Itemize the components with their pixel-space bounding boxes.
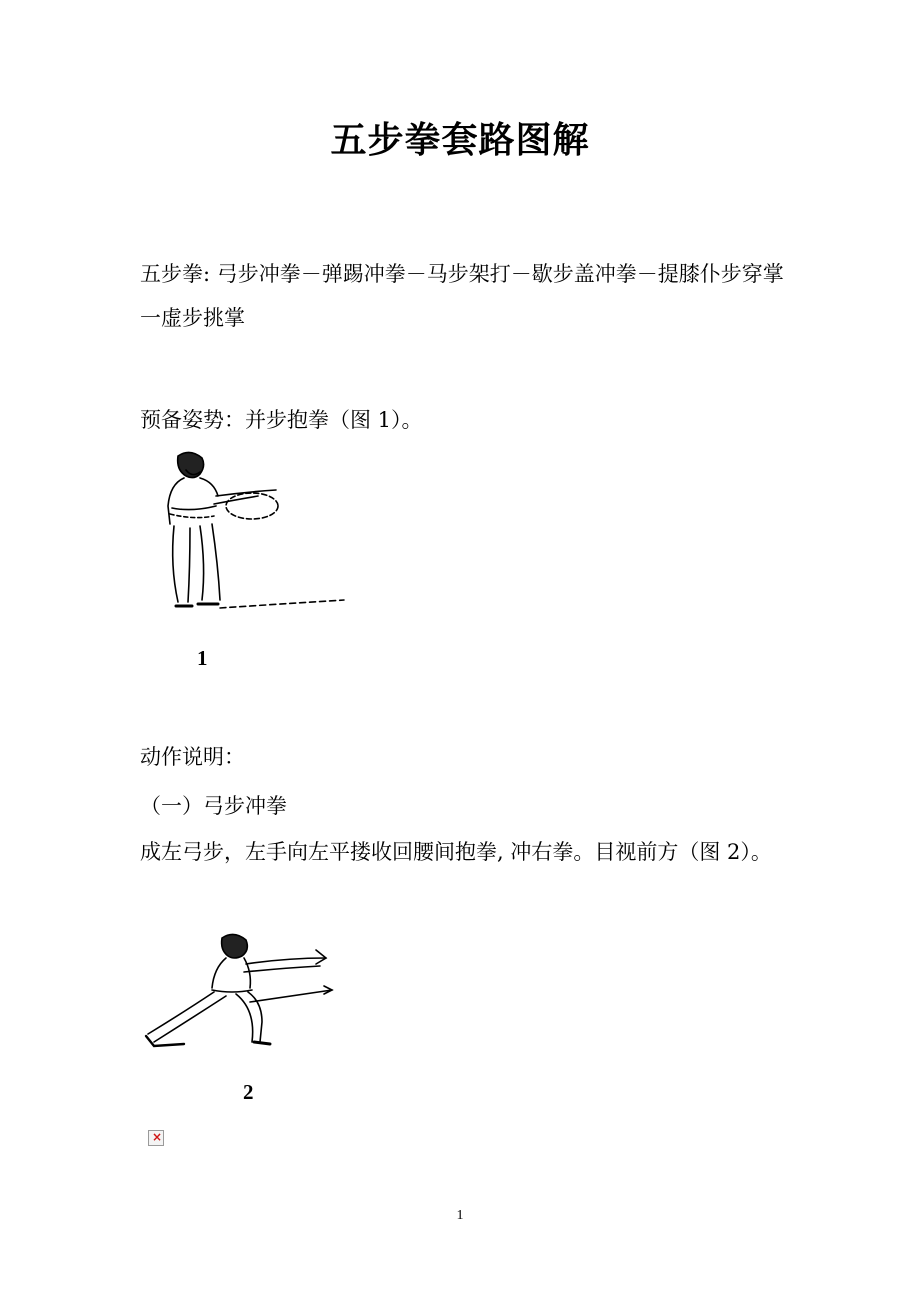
- document-title: 五步拳套路图解: [330, 119, 590, 161]
- figure-2-illustration: [140, 928, 340, 1063]
- broken-image-icon: ×: [148, 1130, 164, 1146]
- intro-paragraph: 五步拳: 弓步冲拳－弹踢冲拳－马步架打－歇步盖冲拳－提膝仆步穿掌一虚步挑掌: [140, 262, 784, 330]
- section-1-body: 成左弓步，左手向左平搂收回腰间抱拳, 冲右拳。目视前方（图 2）。: [140, 840, 772, 864]
- description-heading: 动作说明：: [140, 745, 245, 769]
- ready-stance-paragraph: 预备姿势：并步抱拳（图 1）。: [140, 408, 423, 432]
- section-1-title: （一）弓步冲拳: [140, 794, 287, 818]
- figure-1-illustration: [150, 448, 360, 628]
- page-number: 1: [456, 1208, 464, 1223]
- figure-1-caption: 1: [197, 646, 208, 670]
- figure-2-caption: 2: [243, 1080, 254, 1104]
